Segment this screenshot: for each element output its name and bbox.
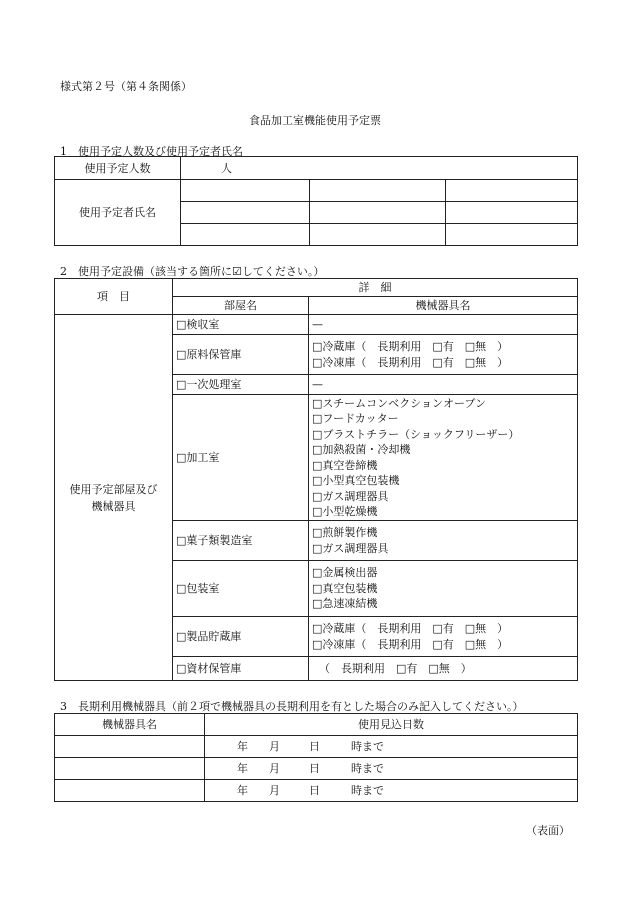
section1-table [54, 156, 578, 246]
name-field[interactable] [181, 202, 310, 224]
room-checkbox[interactable]: □菓子類製造室 [173, 521, 309, 561]
room-checkbox[interactable]: □資材保管庫 [173, 657, 309, 681]
equipment-item[interactable]: □スチームコンベクションオーブン [312, 396, 486, 410]
section2-heading: 2 使用予定設備（該当する箇所に☑してください。） [60, 265, 325, 278]
equipment-item[interactable]: □冷蔵庫（ 長期利用 □有 □無 ） [312, 622, 509, 635]
year-label: 年 [237, 762, 248, 775]
equipment-item[interactable]: □冷凍庫（ 長期利用 □有 □無 ） [312, 355, 509, 369]
equipment-item: — [312, 317, 323, 331]
equipment-cell [309, 315, 578, 335]
name-field[interactable] [310, 180, 446, 202]
section2-table [54, 278, 578, 681]
count-field[interactable] [181, 157, 578, 180]
day-label: 日 [309, 784, 320, 797]
equipment-item[interactable]: □フードカッター [312, 412, 399, 425]
equipment-header: 機械器具名 [309, 297, 578, 315]
equipment-name-field[interactable] [55, 758, 205, 780]
form-number: 様式第２号（第４条関係） [60, 80, 192, 93]
equipment-item[interactable]: □ガス調理器具 [312, 489, 389, 503]
name-field[interactable] [310, 202, 446, 224]
equipment-item[interactable]: □冷凍庫（ 長期利用 □有 □無 ） [312, 637, 509, 651]
section1-heading: 1 使用予定人数及び使用予定者氏名 [60, 145, 243, 158]
item-header: 項 目 [55, 279, 173, 315]
date-field[interactable] [205, 758, 578, 780]
room-checkbox[interactable]: □包装室 [173, 561, 309, 617]
name-field[interactable] [446, 224, 578, 246]
equipment-item[interactable]: □小型真空包装機 [312, 474, 400, 487]
equipment-name-header: 機械器具名 [55, 714, 205, 736]
year-label: 年 [237, 784, 248, 797]
room-checkbox[interactable]: □検収室 [173, 315, 309, 335]
equipment-cell [309, 657, 578, 681]
date-field[interactable] [205, 736, 578, 758]
date-field[interactable] [205, 780, 578, 802]
equipment-item: — [312, 377, 323, 391]
equipment-item[interactable]: □金属検出器 [312, 566, 378, 580]
name-field[interactable] [181, 224, 310, 246]
equipment-item[interactable]: □小型乾燥機 [312, 505, 378, 518]
names-label: 使用予定者氏名 [55, 180, 181, 246]
equipment-item[interactable]: □ガス調理器具 [312, 541, 389, 555]
equipment-cell [309, 395, 578, 521]
days-header: 使用見込日数 [205, 714, 578, 736]
until-label: 時まで [351, 762, 384, 775]
count-label: 使用予定人数 [55, 157, 181, 180]
equipment-name-field[interactable] [55, 780, 205, 802]
equipment-item[interactable]: □ブラストチラー（ショックフリーザー） [312, 427, 520, 441]
name-field[interactable] [181, 180, 310, 202]
year-label: 年 [237, 740, 248, 753]
equipment-cell [309, 521, 578, 561]
equipment-item[interactable]: □加熱殺菌・冷却機 [312, 443, 411, 456]
page-title: 食品加工室機能使用予定票 [249, 114, 381, 127]
equipment-item[interactable]: （ 長期利用 □有 □無 ） [319, 661, 472, 675]
name-field[interactable] [310, 224, 446, 246]
equipment-item[interactable]: □急速凍結機 [312, 597, 378, 611]
equipment-item[interactable]: □真空包装機 [312, 581, 378, 595]
room-checkbox[interactable]: □一次処理室 [173, 375, 309, 395]
until-label: 時まで [351, 740, 384, 753]
equipment-cell [309, 335, 578, 375]
day-label: 日 [309, 740, 320, 753]
detail-header: 詳 細 [173, 279, 578, 297]
day-label: 日 [309, 762, 320, 775]
month-label: 月 [269, 740, 280, 753]
page-side-label: （表面） [526, 824, 570, 837]
month-label: 月 [269, 784, 280, 797]
equipment-name-field[interactable] [55, 736, 205, 758]
room-checkbox[interactable]: □製品貯蔵庫 [173, 617, 309, 657]
month-label: 月 [269, 762, 280, 775]
name-field[interactable] [446, 180, 578, 202]
category-label: 使用予定部屋及び 機械器具 [55, 315, 173, 681]
room-header: 部屋名 [173, 297, 309, 315]
equipment-item[interactable]: □煎餅製作機 [312, 526, 378, 539]
room-checkbox[interactable]: □原料保管庫 [173, 335, 309, 375]
until-label: 時まで [351, 784, 384, 797]
equipment-cell [309, 561, 578, 617]
section3-heading: 3 長期利用機械器具（前２項で機械器具の長期利用を有とした場合のみ記入してください。） [60, 700, 524, 713]
equipment-item[interactable]: □真空巻締機 [312, 458, 378, 472]
equipment-cell [309, 617, 578, 657]
name-field[interactable] [446, 202, 578, 224]
room-checkbox[interactable]: □加工室 [173, 395, 309, 521]
section3-table [54, 713, 578, 802]
equipment-cell [309, 375, 578, 395]
count-unit: 人 [221, 161, 232, 175]
equipment-item[interactable]: □冷蔵庫（ 長期利用 □有 □無 ） [312, 340, 509, 353]
